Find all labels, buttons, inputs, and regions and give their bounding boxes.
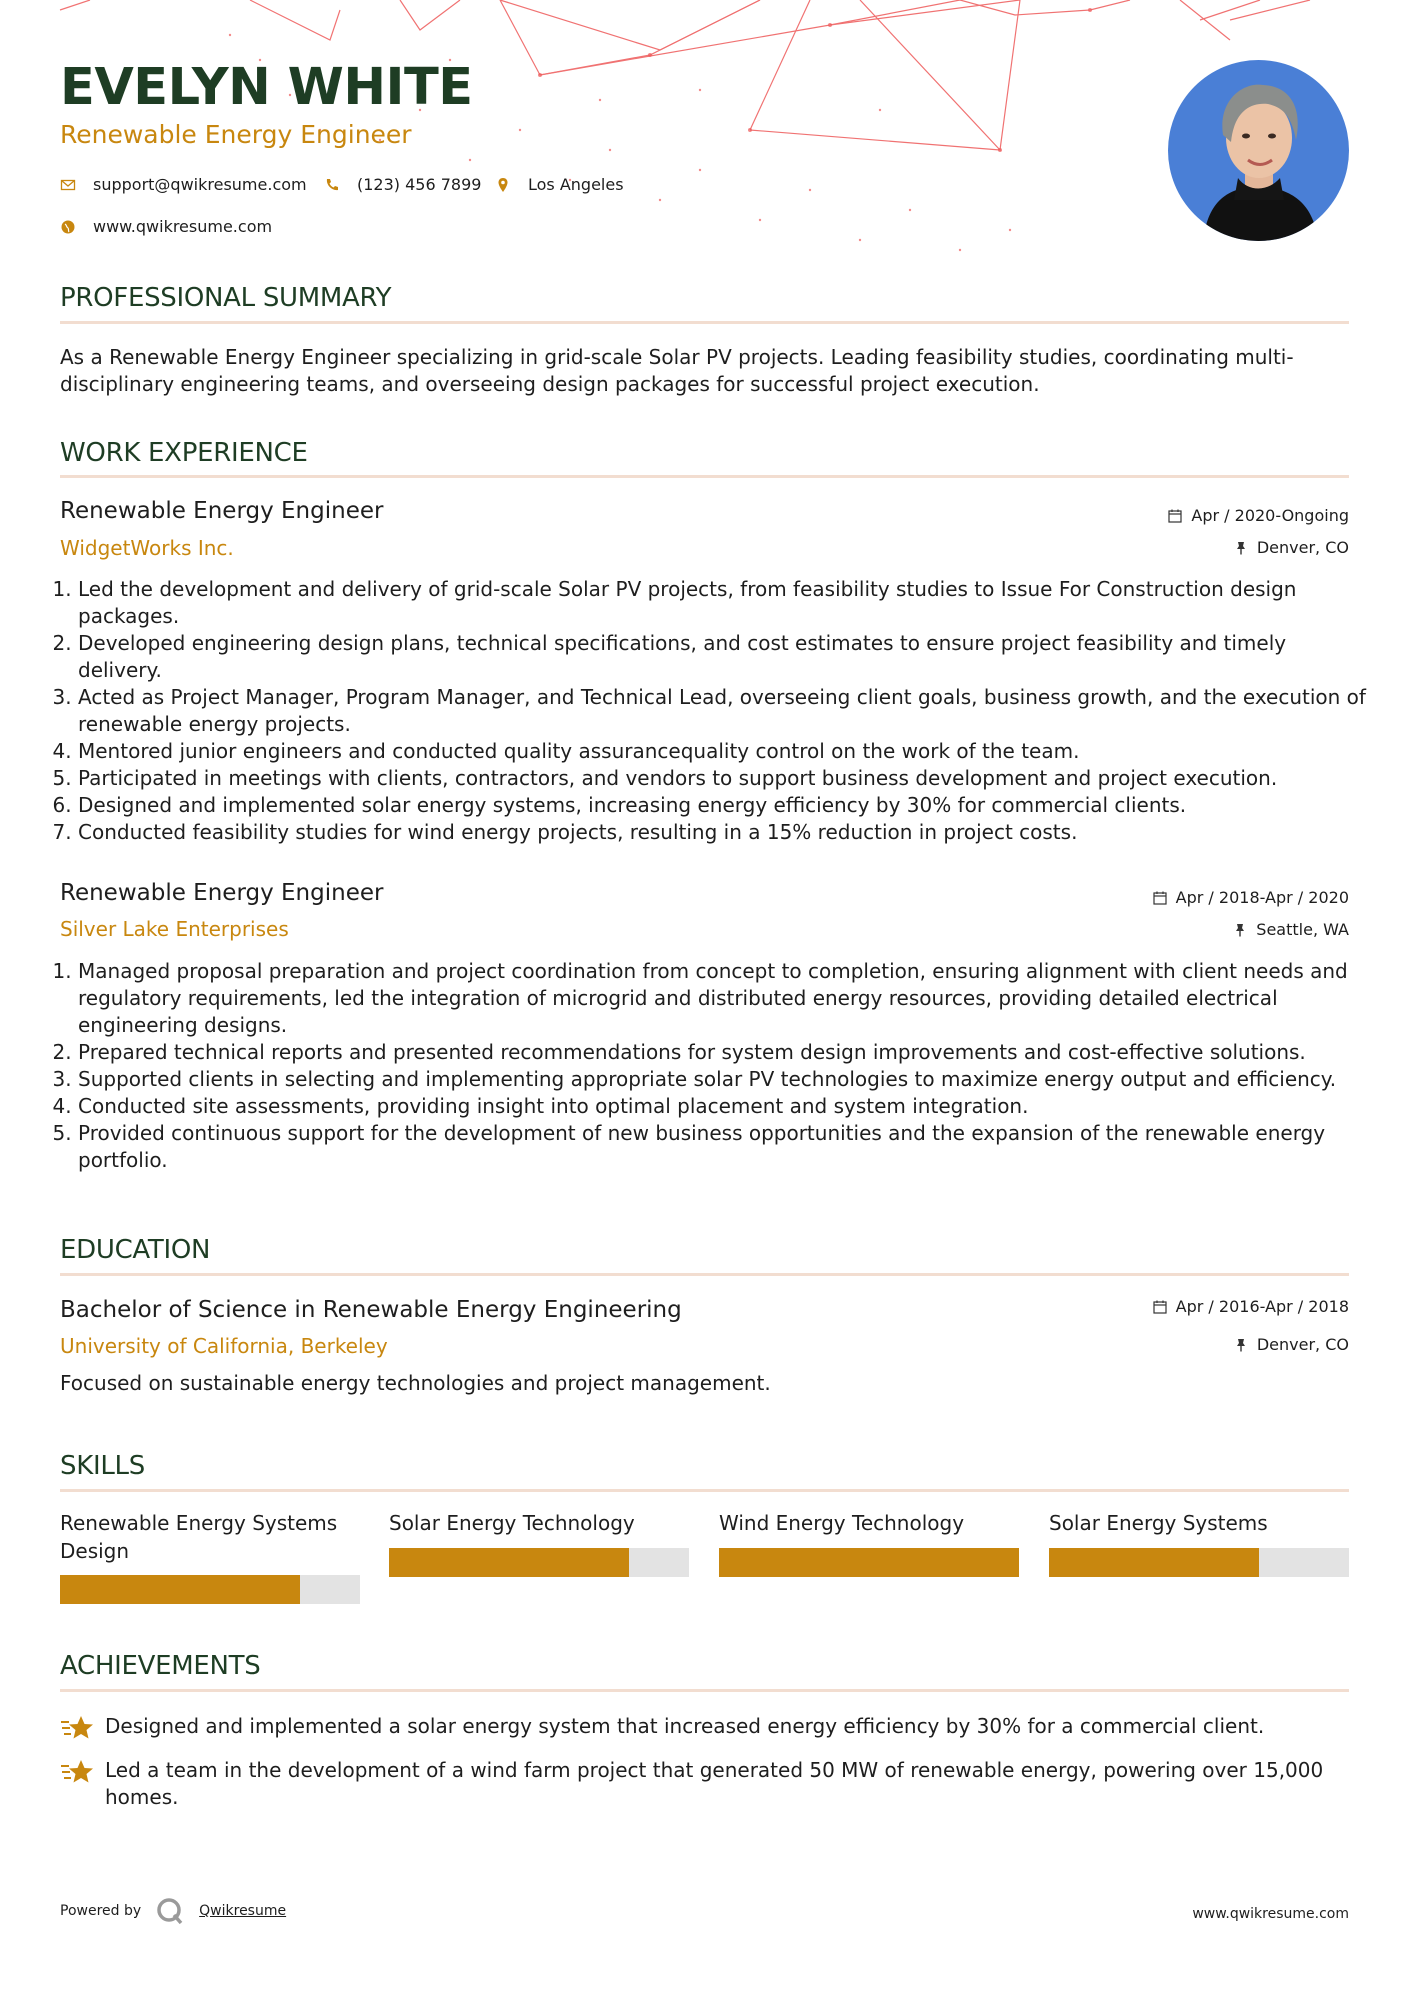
list-item: 1. Led the development and delivery of grid-scale Solar PV projects, from feasibility studies to Issue For Construction design packages. (78, 576, 1367, 630)
education-divider (60, 1273, 1349, 1276)
skill-item (60, 1509, 360, 1565)
summary-divider (60, 321, 1349, 324)
skill-bar-fill (389, 1548, 629, 1577)
skill-name: Renewable Energy Systems Design (60, 1511, 338, 1563)
list-item: 4. Conducted site assessments, providing insight into optimal placement and system integration. (78, 1093, 1367, 1120)
job-dates (1168, 506, 1349, 525)
achievement-item (60, 1713, 1349, 1743)
skills-divider (60, 1489, 1349, 1492)
job-dates-text: Apr / 2018-Apr / 2020 (1175, 888, 1349, 907)
job-location-text: Seattle, WA (1256, 920, 1349, 939)
resume-page (60, 0, 1366, 1990)
website-text: www.qwikresume.com (93, 217, 273, 236)
list-item: 3. Supported clients in selecting and implementing appropriate solar PV technologies to maximize energy output and efficiency. (78, 1066, 1367, 1093)
pushpin-icon (1234, 1338, 1248, 1352)
phone-text: (123) 456 7899 (357, 175, 482, 194)
school-name: University of California, Berkeley (60, 1334, 388, 1358)
list-item: 7. Conducted feasibility studies for wind energy projects, resulting in a 15% reduction in project costs. (78, 819, 1367, 846)
email-text: support@qwikresume.com (93, 175, 307, 194)
avatar (1168, 60, 1349, 241)
contact-website[interactable] (60, 217, 272, 236)
education-heading: EDUCATION (60, 1235, 211, 1265)
contact-email[interactable] (60, 175, 307, 194)
education-location-text: Denver, CO (1256, 1335, 1349, 1354)
location-text: Los Angeles (528, 175, 624, 194)
skill-bar-track (60, 1575, 360, 1604)
job-bullets (60, 958, 1367, 1174)
job-title: Renewable Energy Engineer (60, 880, 384, 906)
contact-phone[interactable] (324, 175, 481, 194)
skill-bar-fill (719, 1548, 1019, 1577)
calendar-icon (1168, 509, 1182, 523)
list-item: 5. Participated in meetings with clients, contractors, and vendors to support business development and project execution. (78, 765, 1367, 792)
education-dates-text: Apr / 2016-Apr / 2018 (1175, 1297, 1349, 1316)
job-location (1234, 538, 1349, 557)
envelope-icon (60, 177, 76, 193)
pushpin-icon (1233, 923, 1247, 937)
powered-by-label: Powered by (60, 1903, 142, 1919)
list-item: 1. Managed proposal preparation and project coordination from concept to completion, ensuring alignment with client needs and regulatory requirements, led the integration of microgrid and distributed energy resources, providing detailed electrical engineering designs. (78, 958, 1367, 1039)
qwikresume-link[interactable]: Qwikresume (199, 1903, 287, 1919)
company-name: Silver Lake Enterprises (60, 917, 289, 941)
shooting-star-icon (60, 1713, 94, 1743)
experience-divider (60, 475, 1349, 478)
qwikresume-logo-icon (155, 1896, 185, 1926)
footer-url[interactable]: www.qwikresume.com (1192, 1906, 1349, 1922)
skill-bar-fill (1049, 1548, 1259, 1577)
job-dates-text: Apr / 2020-Ongoing (1191, 506, 1349, 525)
skill-name: Solar Energy Technology (389, 1511, 635, 1535)
job-bullets (60, 576, 1367, 846)
job-title: Renewable Energy Engineer (60, 498, 384, 524)
list-item: 5. Provided continuous support for the development of new business opportunities and the expansion of the renewable energy portfolio. (78, 1120, 1367, 1174)
summary-heading: PROFESSIONAL SUMMARY (60, 283, 392, 313)
candidate-role: Renewable Energy Engineer (60, 120, 412, 149)
globe-icon (60, 219, 76, 235)
skill-item (389, 1509, 689, 1537)
calendar-icon (1153, 1300, 1167, 1314)
experience-heading: WORK EXPERIENCE (60, 438, 308, 468)
achievement-item (60, 1757, 1349, 1811)
achievement-text: Designed and implemented a solar energy system that increased energy efficiency by 30% for a commercial client. (105, 1714, 1265, 1738)
education-description: Focused on sustainable energy technologies and project management. (60, 1371, 771, 1395)
footer-powered-by (60, 1896, 286, 1926)
degree-title: Bachelor of Science in Renewable Energy Engineering (60, 1297, 682, 1323)
shooting-star-icon (60, 1757, 94, 1787)
calendar-icon (1153, 891, 1167, 905)
contact-location (495, 175, 624, 194)
achievements-heading: ACHIEVEMENTS (60, 1651, 261, 1681)
skill-item (1049, 1509, 1349, 1537)
list-item: 6. Designed and implemented solar energy systems, increasing energy efficiency by 30% for commercial clients. (78, 792, 1367, 819)
achievement-text: Led a team in the development of a wind farm project that generated 50 MW of renewable energy, powering over 15,000 homes. (105, 1758, 1324, 1809)
skill-bar-track (389, 1548, 689, 1577)
phone-icon (324, 177, 340, 193)
achievements-divider (60, 1689, 1349, 1692)
list-item: 2. Prepared technical reports and presented recommendations for system design improvements and cost-effective solutions. (78, 1039, 1367, 1066)
job-location-text: Denver, CO (1256, 538, 1349, 557)
list-item: 3. Acted as Project Manager, Program Manager, and Technical Lead, overseeing client goals, business growth, and the execution of renewable energy projects. (78, 684, 1367, 738)
skill-item (719, 1509, 1019, 1537)
list-item: 4. Mentored junior engineers and conducted quality assurancequality control on the work of the team. (78, 738, 1367, 765)
education-dates (1153, 1297, 1349, 1316)
skill-bar-track (719, 1548, 1019, 1577)
candidate-name: EVELYN WHITE (60, 58, 473, 117)
job-dates (1153, 888, 1349, 907)
skills-heading: SKILLS (60, 1451, 145, 1481)
skill-bar-track (1049, 1548, 1349, 1577)
skill-name: Solar Energy Systems (1049, 1511, 1268, 1535)
skill-bar-fill (60, 1575, 300, 1604)
map-pin-icon (495, 177, 511, 193)
education-location (1234, 1335, 1349, 1354)
summary-text: As a Renewable Energy Engineer specializing in grid-scale Solar PV projects. Leading feasibility studies, coordinating multi-disciplinary engineering teams, and overseeing design packages for successful project execution. (60, 345, 1294, 396)
pushpin-icon (1234, 541, 1248, 555)
list-item: 2. Developed engineering design plans, technical specifications, and cost estimates to ensure project feasibility and timely delivery. (78, 630, 1367, 684)
company-name: WidgetWorks Inc. (60, 536, 234, 560)
job-location (1233, 920, 1349, 939)
skill-name: Wind Energy Technology (719, 1511, 965, 1535)
